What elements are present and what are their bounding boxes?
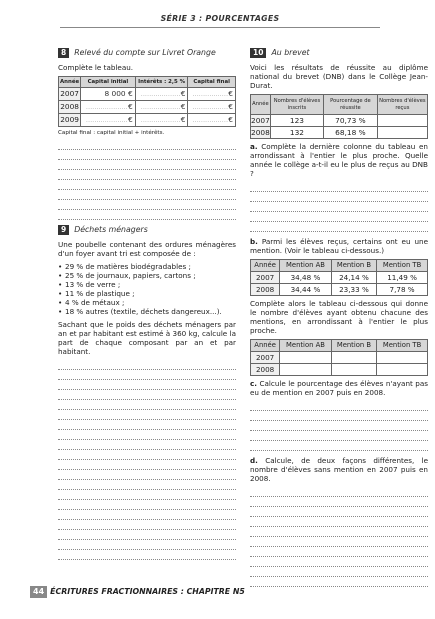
col-header-recus: Nombres d'élèves reçus bbox=[377, 95, 427, 115]
dot-leader: ................... bbox=[140, 92, 181, 99]
exercise-number-8: 8 bbox=[58, 48, 69, 58]
series-header bbox=[60, 14, 380, 28]
list-item: • 13 % de verre ; bbox=[58, 280, 236, 289]
exercise-number-9: 9 bbox=[58, 225, 69, 235]
recus-cell[interactable] bbox=[377, 127, 427, 139]
question-a bbox=[250, 142, 428, 178]
col-header-ab: Mention AB bbox=[280, 340, 331, 352]
row-year: 2007 bbox=[251, 352, 280, 364]
series-title: SÉRIE 3 : POURCENTAGES bbox=[160, 14, 280, 23]
question-c-text: Calcule le pourcentage des élèves n'ayant pas eu de mention en 2007 puis en 2008. bbox=[250, 379, 428, 397]
interest-cell[interactable] bbox=[135, 101, 188, 114]
inscrits-cell: 123 bbox=[270, 115, 323, 127]
table-row bbox=[251, 364, 428, 376]
euro-sign: € bbox=[127, 102, 133, 112]
answer-lines-8[interactable] bbox=[58, 140, 236, 220]
capital-cell[interactable] bbox=[81, 101, 135, 114]
table-row bbox=[59, 114, 236, 127]
interest-cell[interactable] bbox=[135, 114, 188, 127]
table-row bbox=[59, 101, 236, 114]
list-item: • 4 % de métaux ; bbox=[58, 298, 236, 307]
col-header-final: Capital final bbox=[188, 77, 236, 88]
pct-cell: 70,73 % bbox=[324, 115, 378, 127]
ab-input-cell[interactable] bbox=[280, 364, 331, 376]
exercise-8-title bbox=[58, 48, 236, 58]
left-column bbox=[58, 48, 236, 560]
answer-lines-9[interactable] bbox=[58, 360, 236, 560]
table-row bbox=[251, 272, 428, 284]
exercise-9-name: Déchets ménagers bbox=[74, 225, 148, 235]
col-header-pct: Pourcentage de réussite bbox=[324, 95, 378, 115]
b-cell: 23,33 % bbox=[331, 284, 376, 296]
dot-leader: .................... bbox=[86, 105, 128, 112]
question-b-text: Parmi les élèves reçus, certains ont eu une mention. (Voir le tableau ci-dessous.) bbox=[250, 237, 428, 255]
dot-leader: ................... bbox=[140, 105, 181, 112]
savings-table bbox=[58, 76, 236, 127]
page-number: 44 bbox=[30, 586, 47, 598]
dot-leader: ................. bbox=[192, 118, 229, 125]
exercise-8-name: Relevé du compte sur Livret Orange bbox=[74, 48, 216, 58]
tb-cell: 7,78 % bbox=[377, 284, 428, 296]
col-header-tb: Mention TB bbox=[377, 340, 428, 352]
ab-input-cell[interactable] bbox=[280, 352, 331, 364]
dot-leader: ................. bbox=[192, 105, 229, 112]
question-d-label: d. bbox=[250, 456, 258, 465]
inscrits-cell: 132 bbox=[270, 127, 323, 139]
euro-sign: € bbox=[180, 102, 186, 112]
question-b bbox=[250, 237, 428, 255]
col-header-b: Mention B bbox=[331, 340, 376, 352]
col-header-tb: Mention TB bbox=[377, 260, 428, 272]
tb-input-cell[interactable] bbox=[377, 364, 428, 376]
col-header-b: Mention B bbox=[331, 260, 376, 272]
dot-leader: ................. bbox=[192, 92, 229, 99]
col-header-year: Année bbox=[251, 260, 280, 272]
euro-sign: € bbox=[228, 115, 233, 125]
ab-cell: 34,44 % bbox=[280, 284, 331, 296]
question-a-text: Complète la dernière colonne du tableau en arrondissant à l'entier le plus proche. Quelle année le collège a-t-il eu le plus de reçus au DNB ? bbox=[250, 142, 428, 178]
answer-lines-c[interactable] bbox=[250, 401, 428, 451]
brevet-table bbox=[250, 94, 428, 139]
exercise-9-title bbox=[58, 225, 236, 235]
exercise-8-instruction: Complète le tableau. bbox=[58, 63, 134, 72]
table-row bbox=[251, 127, 428, 139]
table-row bbox=[251, 284, 428, 296]
mention-pct-table bbox=[250, 259, 428, 296]
exercise-10-name: Au brevet bbox=[271, 48, 310, 58]
capital-cell[interactable] bbox=[81, 114, 135, 127]
row-year: 2008 bbox=[251, 364, 280, 376]
col-header-ab: Mention AB bbox=[280, 260, 331, 272]
table-row bbox=[251, 352, 428, 364]
capital-cell[interactable]: 8 000 € bbox=[81, 88, 135, 101]
row-year: 2007 bbox=[251, 115, 270, 125]
exercise-number-10: 10 bbox=[250, 48, 266, 58]
table-caption: Capital final : capital initial + intérêts. bbox=[58, 130, 165, 136]
list-item: • 29 % de matières biodégradables ; bbox=[58, 262, 236, 271]
recus-cell[interactable] bbox=[377, 115, 427, 127]
euro-sign: € bbox=[180, 115, 186, 125]
col-header-capital: Capital initial bbox=[81, 77, 135, 88]
table-row bbox=[251, 115, 428, 127]
euro-sign: € bbox=[228, 89, 233, 99]
mention-count-table bbox=[250, 339, 428, 376]
list-item: • 25 % de journaux, papiers, cartons ; bbox=[58, 271, 236, 280]
tb-input-cell[interactable] bbox=[377, 352, 428, 364]
row-year: 2008 bbox=[251, 127, 270, 137]
exercise-10-title bbox=[250, 48, 428, 58]
right-column bbox=[250, 48, 428, 587]
col-header-inscrits: Nombres d'élèves inscrits bbox=[270, 95, 323, 115]
col-header-year: Année bbox=[59, 77, 81, 88]
chapter-title: ÉCRITURES FRACTIONNAIRES : CHAPITRE N5 bbox=[50, 587, 245, 597]
question-b-label: b. bbox=[250, 237, 258, 246]
exercise-9-intro: Une poubelle contenant des ordures ménagères d'un foyer avant tri est composée de : bbox=[58, 239, 236, 258]
row-year: 2007 bbox=[251, 272, 280, 284]
col-header-interest: Intérêts : 2,5 % bbox=[135, 77, 188, 88]
row-year: 2007 bbox=[59, 88, 81, 101]
final-cell[interactable] bbox=[188, 114, 236, 127]
question-a-label: a. bbox=[250, 142, 258, 151]
question-d bbox=[250, 456, 428, 483]
question-d-text: Calcule, de deux façons différentes, le nombre d'élèves sans mention en 2007 puis en 2008. bbox=[250, 456, 428, 483]
final-cell[interactable] bbox=[188, 88, 236, 101]
question-c-label: c. bbox=[250, 379, 257, 388]
row-year: 2008 bbox=[251, 284, 280, 296]
b-input-cell[interactable] bbox=[331, 352, 376, 364]
answer-lines-d[interactable] bbox=[250, 487, 428, 587]
dot-leader: .................... bbox=[86, 118, 128, 125]
question-c bbox=[250, 379, 428, 397]
dot-leader: ................... bbox=[140, 118, 181, 125]
waste-list bbox=[58, 262, 236, 316]
euro-sign: € bbox=[180, 89, 186, 99]
question-b2: Complète alors le tableau ci-dessous qui donne le nombre d'élèves ayant obtenu chacune des mentions, en arrondissant à l'entier le plus proche. bbox=[250, 299, 428, 335]
answer-lines-a[interactable] bbox=[250, 182, 428, 232]
exercise-10-intro: Voici les résultats de réussite au diplôme national du brevet (DNB) dans le Collège Jean-Durat. bbox=[250, 63, 428, 90]
row-year: 2008 bbox=[59, 101, 81, 114]
ab-cell: 34,48 % bbox=[280, 272, 331, 284]
tb-cell: 11,49 % bbox=[377, 272, 428, 284]
final-cell[interactable] bbox=[188, 101, 236, 114]
row-year: 2009 bbox=[59, 114, 81, 127]
euro-sign: € bbox=[228, 102, 233, 112]
exercise-9-question: Sachant que le poids des déchets ménagers par an et par habitant est estimé à 360 kg, calcule la part de chaque composant par an et par habitant. bbox=[58, 319, 236, 356]
col-header-year: Année bbox=[251, 340, 280, 352]
euro-sign: € bbox=[127, 115, 133, 125]
page-footer bbox=[30, 586, 245, 598]
interest-cell[interactable] bbox=[135, 88, 188, 101]
table-row bbox=[59, 88, 236, 101]
col-header-year: Année bbox=[251, 95, 271, 115]
list-item: • 18 % autres (textile, déchets dangereux...). bbox=[58, 307, 236, 316]
b-cell: 24,14 % bbox=[331, 272, 376, 284]
list-item: • 11 % de plastique ; bbox=[58, 289, 236, 298]
pct-cell: 68,18 % bbox=[324, 127, 378, 139]
b-input-cell[interactable] bbox=[331, 364, 376, 376]
